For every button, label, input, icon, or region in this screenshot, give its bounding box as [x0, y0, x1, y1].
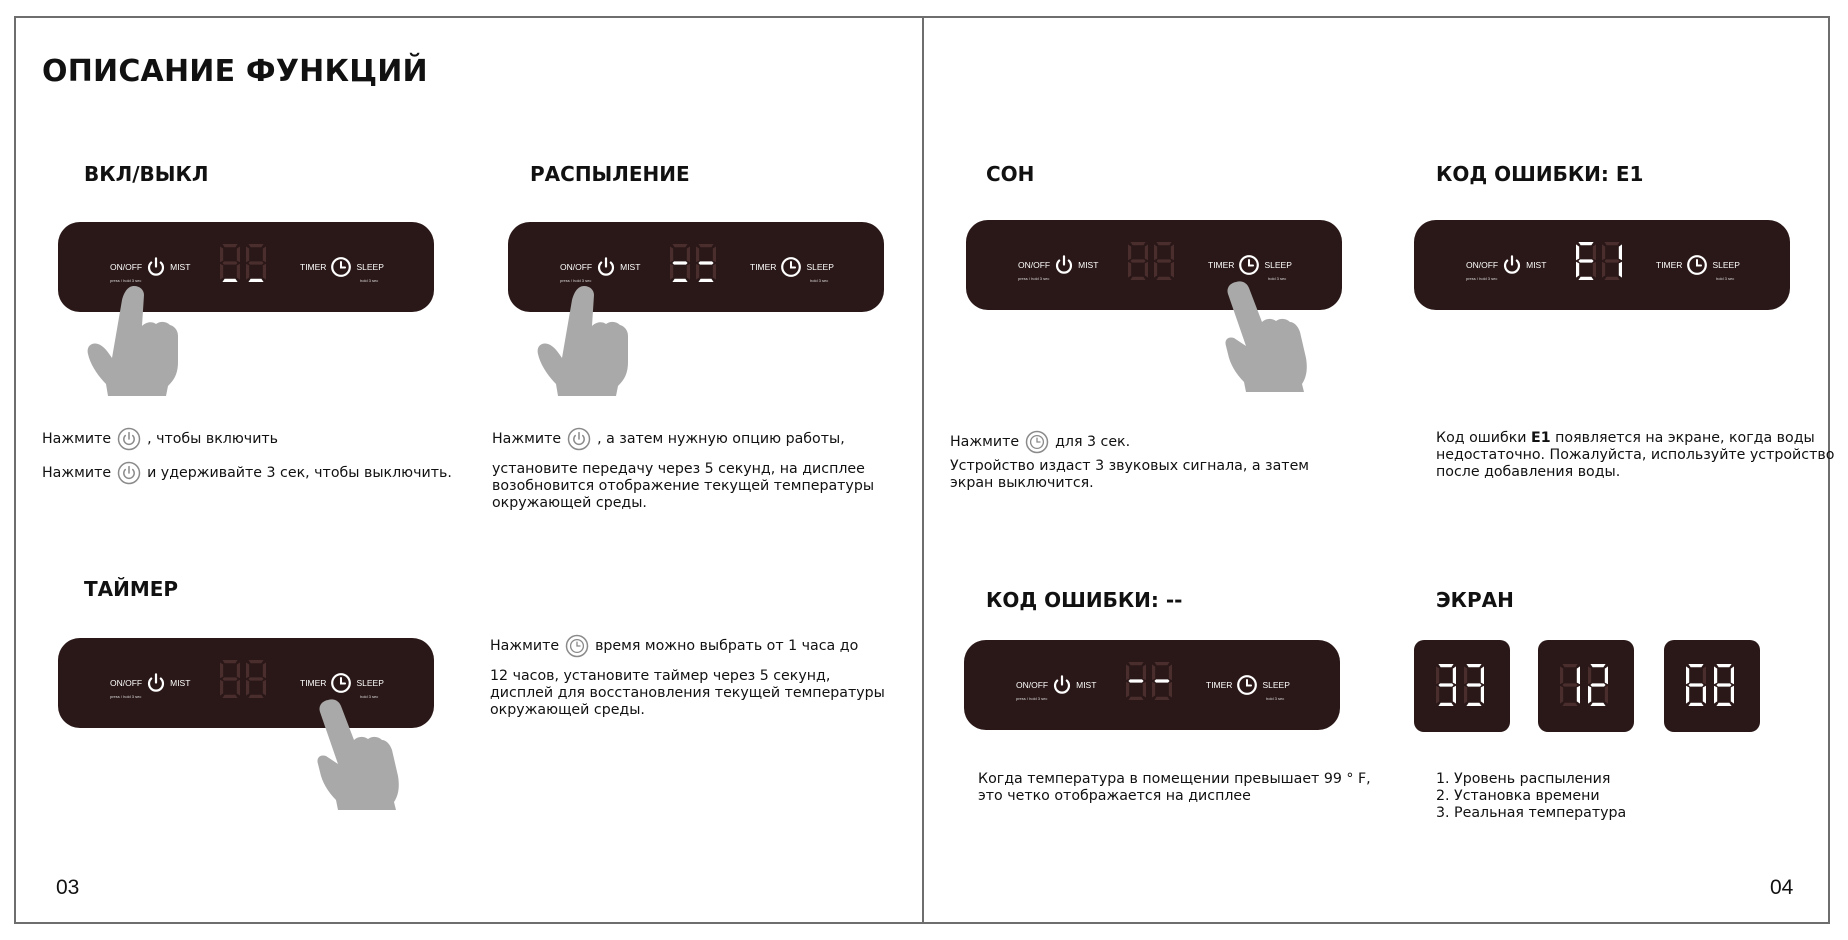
segment-digit — [1128, 242, 1148, 280]
text-line: для 3 сек. — [1055, 433, 1131, 450]
section-text-screen — [1436, 771, 1626, 822]
screen-time-setting — [1538, 640, 1634, 732]
section-text-sleep — [950, 430, 1309, 492]
screen-mist-level — [1414, 640, 1510, 732]
section-title-mist: РАСПЫЛЕНИЕ — [530, 162, 690, 186]
segment-digit — [696, 244, 716, 282]
sleep-label: SLEEP — [356, 262, 384, 272]
on-off-label: ON/OFF — [1466, 260, 1499, 270]
segment-display — [1126, 662, 1172, 700]
power-icon — [117, 461, 141, 485]
segment-display — [220, 244, 266, 282]
on-off-mist-button-group — [1466, 254, 1546, 276]
text-line: это четко отображается на дисплее — [978, 788, 1251, 804]
text-line: 1. Уровень распыления — [1436, 771, 1611, 787]
segment-digit — [1152, 662, 1172, 700]
hand-pointer-icon — [314, 698, 410, 810]
sleep-label: SLEEP — [356, 678, 384, 688]
text-line: недостаточно. Пожалуйста, используйте устройство — [1436, 447, 1835, 463]
timer-sleep-button-group — [1206, 674, 1290, 696]
power-icon[interactable] — [595, 256, 617, 278]
mist-label: MIST — [1078, 260, 1099, 270]
text-line: время можно выбрать от 1 часа до — [595, 637, 859, 654]
power-icon[interactable] — [145, 256, 167, 278]
sleep-label: SLEEP — [1712, 260, 1740, 270]
digit-display — [1126, 662, 1174, 702]
press-hold-label: press / hold 3 sec — [1018, 276, 1050, 281]
page-number-right: 04 — [1770, 876, 1794, 899]
clock-icon[interactable] — [1236, 674, 1258, 696]
section-title-power: ВКЛ/ВЫКЛ — [84, 162, 209, 186]
press-hold-label: press / hold 3 sec — [1016, 696, 1048, 701]
clock-icon[interactable] — [330, 256, 352, 278]
section-title-error-e1: КОД ОШИБКИ: Е1 — [1436, 162, 1644, 186]
clock-icon[interactable] — [780, 256, 802, 278]
segment-display — [1436, 664, 1484, 706]
press-hold-label: press / hold 3 sec — [560, 278, 592, 283]
section-title-timer: ТАЙМЕР — [84, 577, 179, 601]
on-off-mist-button-group — [1016, 674, 1096, 696]
text-line: установите передачу через 5 секунд, на дисплее — [492, 461, 865, 477]
segment-digit — [670, 244, 690, 282]
screen-digits — [1686, 664, 1734, 710]
segment-digit — [1464, 664, 1484, 706]
text-line: появляется на экране, когда воды — [1555, 430, 1815, 446]
text-line: Нажмите — [492, 430, 562, 447]
segment-digit — [1154, 242, 1174, 280]
screen-digits — [1436, 664, 1484, 710]
segment-display — [1576, 242, 1622, 280]
segment-digit — [1714, 664, 1734, 706]
text-line: Нажмите — [42, 430, 112, 447]
main-title: ОПИСАНИЕ ФУНКЦИЙ — [42, 54, 428, 89]
power-icon — [117, 427, 141, 451]
segment-digit — [1588, 664, 1608, 706]
on-off-label: ON/OFF — [110, 678, 143, 688]
text-line: 12 часов, установите таймер через 5 секунд, — [490, 668, 831, 684]
digit-display — [1576, 242, 1624, 282]
text-line: дисплей для восстановления текущей температуры — [490, 685, 885, 701]
power-icon[interactable] — [1053, 254, 1075, 276]
digit-display — [1128, 242, 1176, 282]
text-line: Когда температура в помещении превышает 99 ° F, — [978, 771, 1371, 787]
timer-label: TIMER — [300, 678, 327, 688]
timer-label: TIMER — [1656, 260, 1683, 270]
timer-sleep-button-group — [750, 256, 834, 278]
page-number-left: 03 — [56, 876, 80, 899]
power-icon[interactable] — [1051, 674, 1073, 696]
control-panel-error-dash — [964, 640, 1340, 730]
timer-label: TIMER — [300, 262, 327, 272]
clock-icon[interactable] — [330, 672, 352, 694]
section-text-error-e1 — [1436, 430, 1834, 481]
text-line: Код ошибки — [1436, 430, 1527, 446]
power-icon[interactable] — [1501, 254, 1523, 276]
clock-icon[interactable] — [1686, 254, 1708, 276]
digit-display — [220, 660, 268, 700]
segment-display — [220, 660, 266, 698]
mist-label: MIST — [1526, 260, 1547, 270]
hold-label: hold 3 sec — [1268, 276, 1287, 281]
mist-label: MIST — [170, 678, 191, 688]
hold-label: hold 3 sec — [1266, 696, 1285, 701]
press-hold-label: press / hold 3 sec — [110, 694, 142, 699]
segment-digit — [1436, 664, 1456, 706]
timer-sleep-button-group — [1208, 254, 1292, 276]
on-off-mist-button-group — [110, 672, 190, 694]
clock-icon — [1025, 430, 1049, 454]
hold-label: hold 3 sec — [360, 694, 379, 699]
control-panel-error-e1 — [1414, 220, 1790, 310]
digit-display — [670, 244, 718, 284]
segment-digit — [246, 244, 266, 282]
mist-label: MIST — [1076, 680, 1097, 690]
on-off-mist-button-group — [110, 256, 190, 278]
press-hold-label: press / hold 3 sec — [1466, 276, 1498, 281]
on-off-label: ON/OFF — [560, 262, 593, 272]
section-text-timer — [490, 634, 885, 719]
error-code: E1 — [1531, 430, 1551, 446]
segment-digit — [246, 660, 266, 698]
clock-icon — [565, 634, 589, 658]
screen-real-temperature — [1664, 640, 1760, 732]
segment-digit — [1602, 242, 1622, 280]
on-off-label: ON/OFF — [1016, 680, 1049, 690]
mist-label: MIST — [170, 262, 191, 272]
section-text-power — [42, 427, 452, 485]
segment-digit — [220, 660, 240, 698]
text-line: , чтобы включить — [147, 430, 279, 447]
sleep-label: SLEEP — [1264, 260, 1292, 270]
hold-label: hold 3 sec — [1716, 276, 1735, 281]
text-line: Нажмите — [490, 637, 560, 654]
power-icon[interactable] — [145, 672, 167, 694]
hold-label: hold 3 sec — [360, 278, 379, 283]
text-line: экран выключится. — [950, 475, 1094, 491]
hold-label: hold 3 sec — [810, 278, 829, 283]
segment-display — [670, 244, 716, 282]
hand-pointer-icon — [536, 284, 632, 396]
press-hold-label: press / hold 3 sec — [110, 278, 142, 283]
segment-digit — [1560, 664, 1580, 706]
text-line: Нажмите — [950, 433, 1020, 450]
text-line: после добавления воды. — [1436, 464, 1621, 480]
section-text-error-dash — [978, 771, 1371, 805]
segment-display — [1560, 664, 1608, 706]
text-line: Устройство издаст 3 звуковых сигнала, а затем — [950, 458, 1309, 474]
text-line: 3. Реальная температура — [1436, 805, 1627, 821]
mist-label: MIST — [620, 262, 641, 272]
sleep-label: SLEEP — [806, 262, 834, 272]
on-off-mist-button-group — [560, 256, 640, 278]
section-title-error-dash: КОД ОШИБКИ: -- — [986, 588, 1183, 612]
segment-digit — [220, 244, 240, 282]
section-text-mist — [492, 427, 874, 512]
text-line: возобновится отображение текущей температуры — [492, 478, 875, 494]
timer-sleep-button-group — [300, 256, 384, 278]
text-line: и удерживайте 3 сек, чтобы выключить. — [147, 464, 452, 481]
segment-digit — [1126, 662, 1146, 700]
hand-pointer-icon — [1222, 280, 1318, 392]
section-title-screen: ЭКРАН — [1436, 588, 1514, 612]
text-line: окружающей среды. — [490, 702, 645, 718]
timer-sleep-button-group — [300, 672, 384, 694]
text-line: Нажмите — [42, 464, 112, 481]
on-off-mist-button-group — [1018, 254, 1098, 276]
timer-label: TIMER — [1208, 260, 1235, 270]
section-title-sleep: СОН — [986, 162, 1035, 186]
digit-display — [220, 244, 268, 284]
timer-label: TIMER — [750, 262, 777, 272]
timer-label: TIMER — [1206, 680, 1233, 690]
power-icon — [567, 427, 591, 451]
on-off-label: ON/OFF — [110, 262, 143, 272]
text-line: окружающей среды. — [492, 495, 647, 511]
text-line: , а затем нужную опцию работы, — [597, 430, 845, 447]
sleep-label: SLEEP — [1262, 680, 1290, 690]
segment-digit — [1576, 242, 1596, 280]
segment-display — [1128, 242, 1174, 280]
segment-display — [1686, 664, 1734, 706]
hand-pointer-icon — [86, 284, 182, 396]
text-line: 2. Установка времени — [1436, 788, 1600, 804]
timer-sleep-button-group — [1656, 254, 1740, 276]
clock-icon[interactable] — [1238, 254, 1260, 276]
segment-digit — [1686, 664, 1706, 706]
screen-digits — [1560, 664, 1608, 710]
on-off-label: ON/OFF — [1018, 260, 1051, 270]
